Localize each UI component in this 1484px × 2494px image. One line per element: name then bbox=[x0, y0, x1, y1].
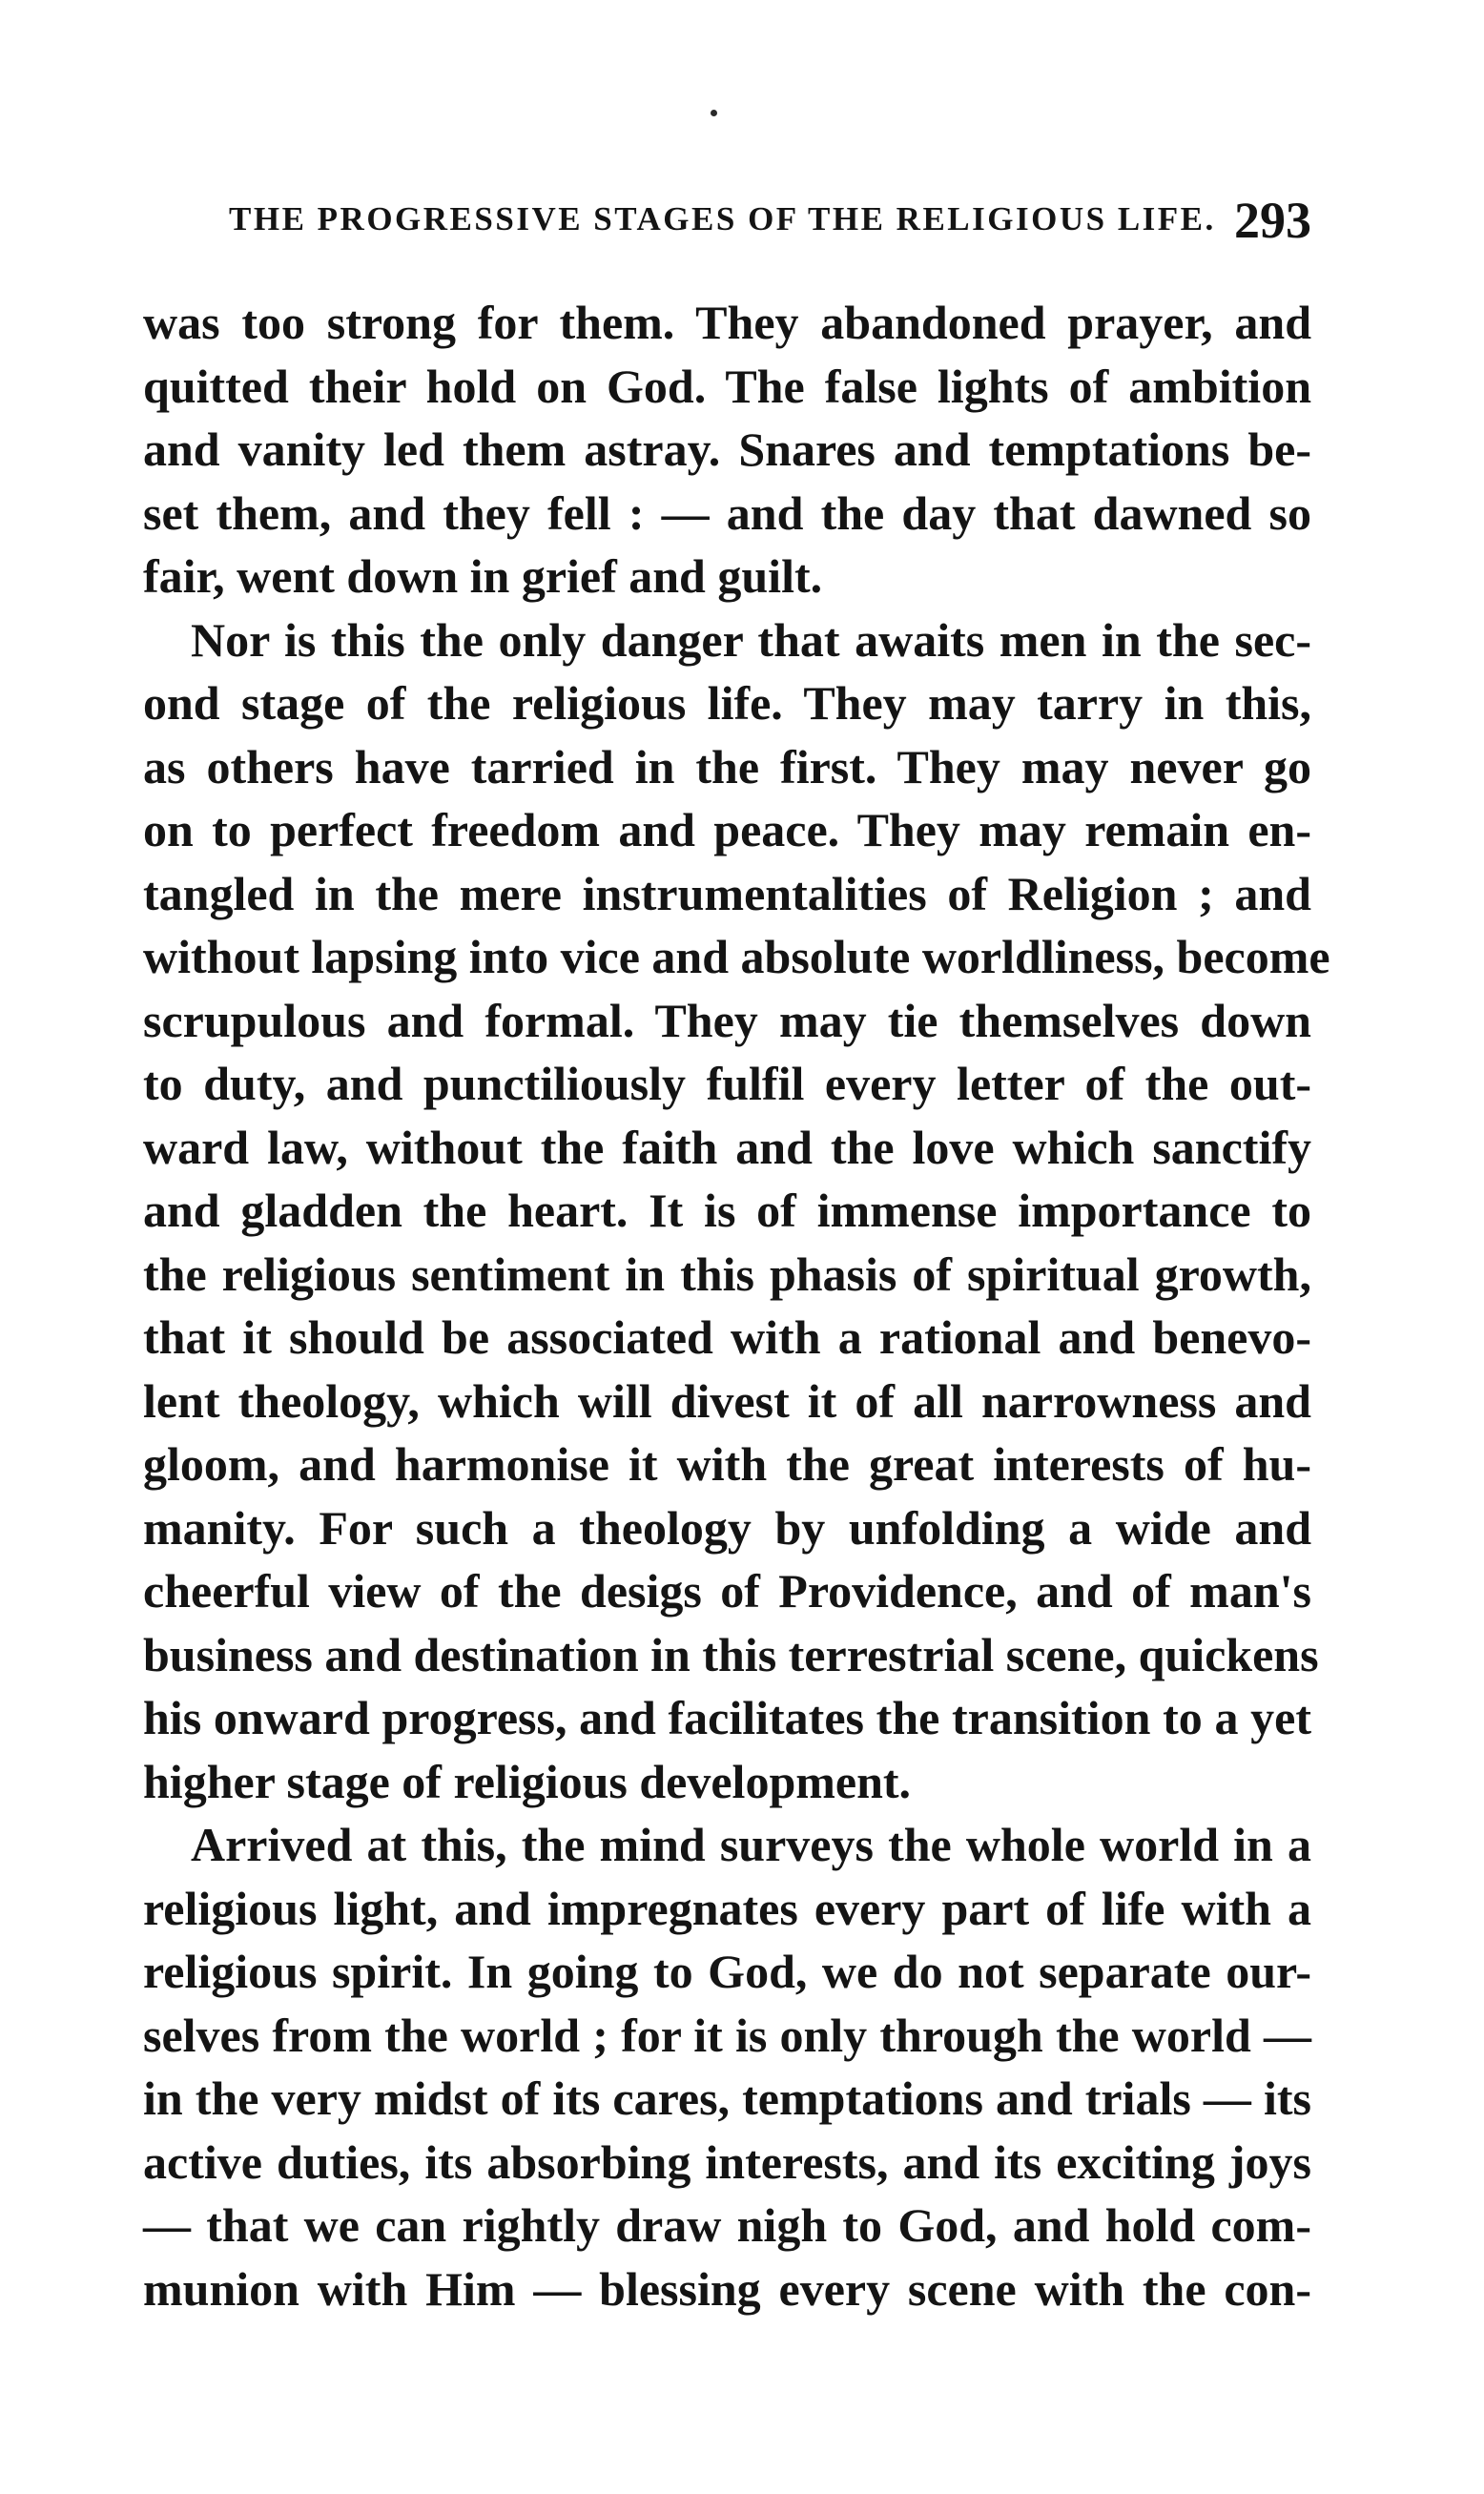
text-line: religious light, and impregnates every part of life with a bbox=[143, 1881, 1311, 1935]
text-line: as others have tarried in the first. They may never go bbox=[143, 739, 1311, 794]
text-line: was too strong for them. They abandoned prayer, and bbox=[143, 296, 1311, 349]
text-line: and gladden the heart. It is of immense importance to bbox=[143, 1184, 1311, 1237]
body-text bbox=[143, 291, 1330, 2320]
text-line: in the very midst of its cares, temptations and trials — its bbox=[143, 2071, 1311, 2125]
text-line: higher stage of religious development. bbox=[143, 1754, 912, 1808]
text-line: religious spirit. In going to God, we do not separate our- bbox=[143, 1945, 1311, 1998]
text-line: selves from the world ; for it is only through the world — bbox=[143, 2008, 1311, 2062]
text-line: Nor is this the only danger that awaits men in the sec- bbox=[191, 612, 1311, 667]
text-line: ward law, without the faith and the love which sanctify bbox=[143, 1120, 1311, 1174]
text-line: without lapsing into vice and absolute worldliness, become bbox=[143, 930, 1330, 983]
text-line: business and destination in this terrestrial scene, quickens bbox=[143, 1627, 1319, 1681]
text-line: and vanity led them astray. Snares and temptations be- bbox=[143, 423, 1311, 476]
text-line: ond stage of the religious life. They may tarry in this, bbox=[143, 676, 1311, 730]
paragraph bbox=[143, 608, 1330, 1814]
text-line: cheerful view of the desigs of Providence, and of man's bbox=[143, 1564, 1311, 1618]
paragraph bbox=[143, 291, 1311, 608]
page-number: 293 bbox=[1234, 192, 1311, 249]
text-line: gloom, and harmonise it with the great interests of hu- bbox=[143, 1437, 1311, 1491]
text-line: set them, and they fell : — and the day that dawned so bbox=[143, 485, 1311, 540]
text-line: his onward progress, and facilitates the transition to a yet bbox=[143, 1691, 1311, 1744]
text-line: scrupulous and formal. They may tie themselves down bbox=[143, 993, 1311, 1047]
text-line: munion with Him — blessing every scene with the con- bbox=[143, 2261, 1311, 2316]
text-line: manity. For such a theology by unfolding a wide and bbox=[143, 1500, 1311, 1555]
text-line: fair, went down in grief and guilt. bbox=[143, 549, 823, 603]
text-line: tangled in the mere instrumentalities of Religion ; and bbox=[143, 866, 1311, 920]
text-line: lent theology, which will divest it of all narrowness and bbox=[143, 1373, 1311, 1428]
text-line: — that we can rightly draw nigh to God, and hold com- bbox=[143, 2198, 1311, 2252]
running-head bbox=[229, 191, 1311, 258]
text-line: the religious sentiment in this phasis of spiritual growth, bbox=[143, 1247, 1311, 1301]
print-speck bbox=[711, 110, 717, 116]
text-line: to duty, and punctiliously fulfil every letter of the out- bbox=[143, 1057, 1311, 1110]
text-line: quitted their hold on God. The false lights of ambition bbox=[143, 359, 1311, 413]
text-line: Arrived at this, the mind surveys the whole world in a bbox=[191, 1818, 1311, 1871]
text-line: on to perfect freedom and peace. They may remain en- bbox=[143, 803, 1311, 856]
text-line: active duties, its absorbing interests, and its exciting joys bbox=[143, 2134, 1311, 2189]
text-line: that it should be associated with a rational and benevo- bbox=[143, 1310, 1311, 1364]
running-title: THE PROGRESSIVE STAGES OF THE RELIGIOUS LIFE. bbox=[229, 200, 1216, 237]
paragraph bbox=[143, 1813, 1311, 2320]
